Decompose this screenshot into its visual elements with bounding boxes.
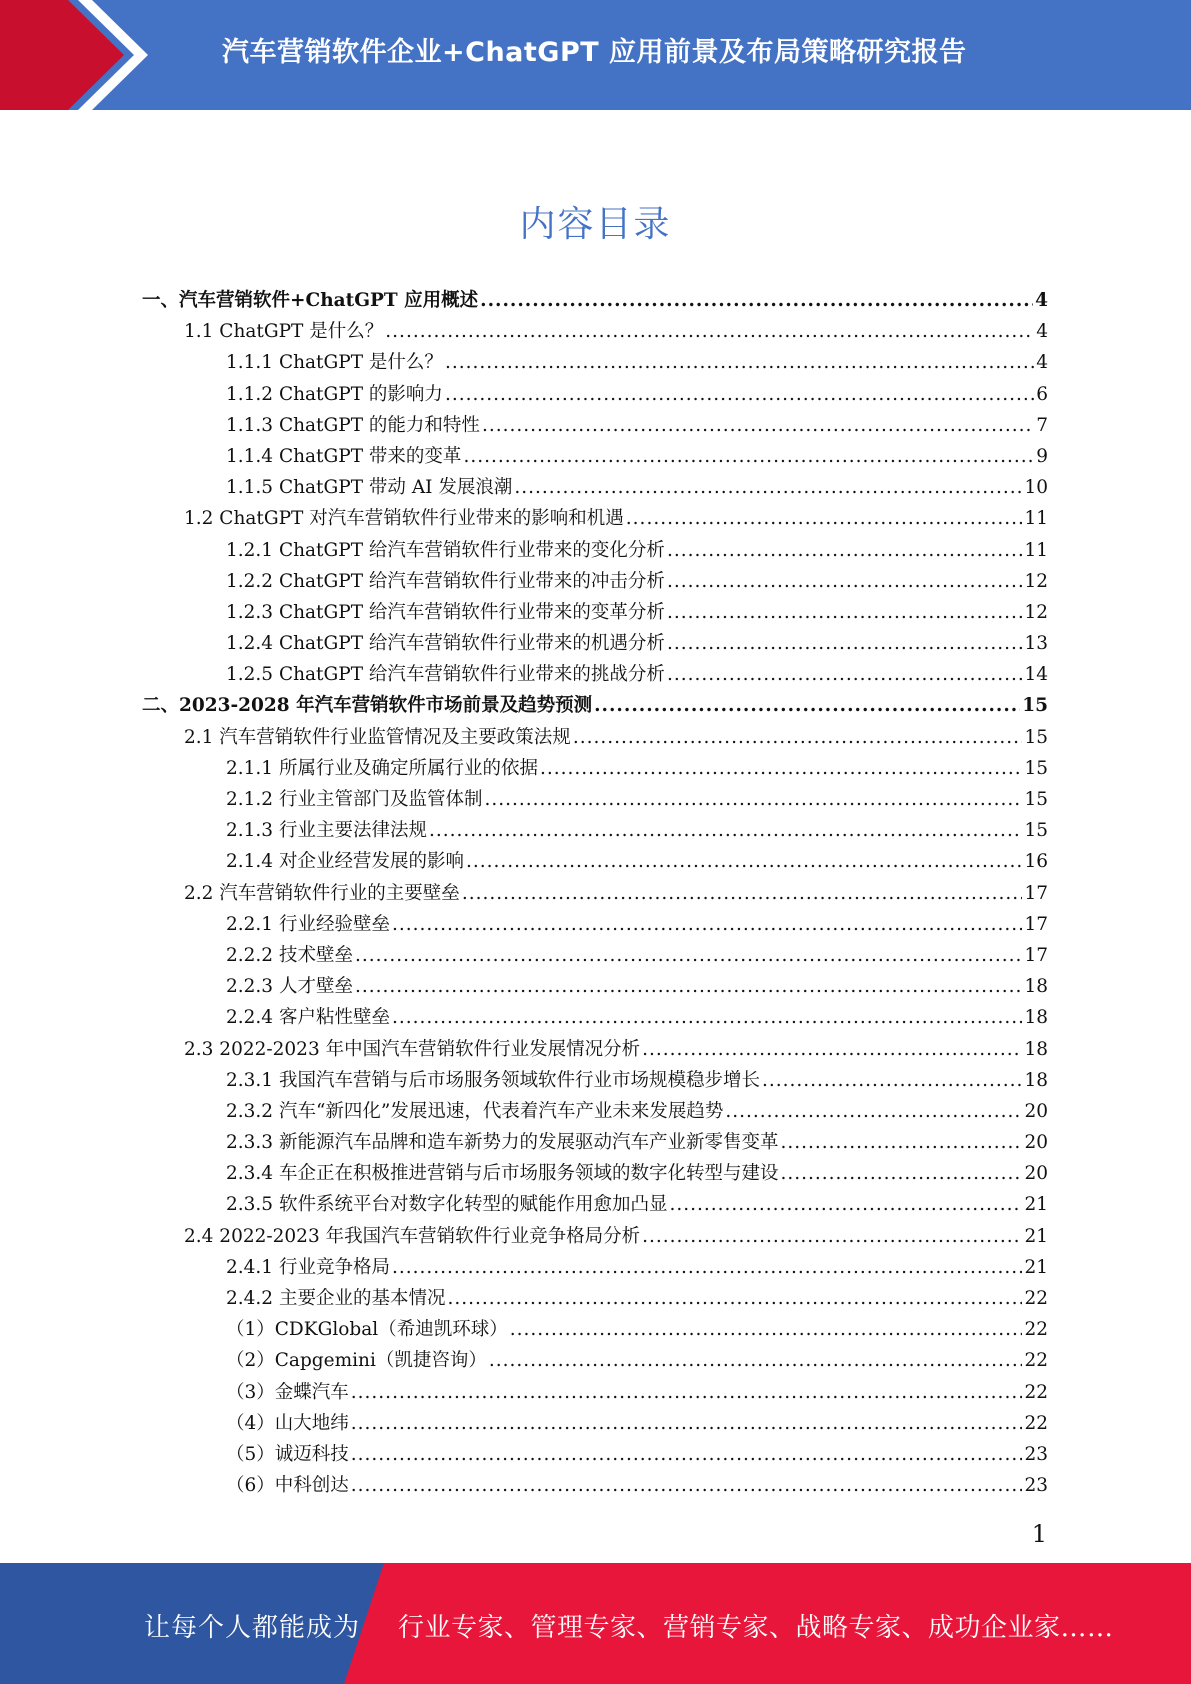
toc-entry-title: 1.1.3 ChatGPT 的能力和特性 [226, 414, 480, 436]
toc-dot-leader [462, 878, 1023, 909]
toc-entry[interactable] [142, 784, 1048, 815]
toc-entry[interactable] [142, 753, 1048, 784]
toc-entry-page: 12 [1024, 601, 1048, 623]
toc-entry[interactable] [142, 940, 1048, 971]
toc-entry-title: 2.4 2022-2023 年我国汽车营销软件行业竞争格局分析 [184, 1225, 641, 1247]
toc-dot-leader [510, 1314, 1023, 1345]
toc-dot-leader [669, 1189, 1022, 1220]
toc-entry[interactable] [142, 1408, 1048, 1439]
toc-entry-title: 1.2.3 ChatGPT 给汽车营销软件行业带来的变革分析 [226, 601, 665, 623]
toc-dot-leader [355, 971, 1023, 1002]
toc-entry[interactable] [142, 1127, 1048, 1158]
toc-entry-title: 二、2023-2028 年汽车营销软件市场前景及趋势预测 [142, 695, 593, 717]
toc-dot-leader [447, 1283, 1022, 1314]
toc-entry-page: 21 [1024, 1194, 1048, 1216]
toc-entry-page: 15 [1024, 820, 1048, 842]
toc-entry-page: 18 [1024, 976, 1048, 998]
toc-entry[interactable] [142, 1158, 1048, 1189]
toc-entry-page: 20 [1024, 1132, 1048, 1154]
toc-dot-leader [667, 535, 1023, 566]
footer-banner [0, 1563, 1191, 1684]
toc-entry-title: （2）Capgemini（凯捷咨询） [226, 1350, 487, 1372]
toc-entry-page: 15 [1022, 695, 1048, 717]
toc-entry[interactable] [142, 1096, 1048, 1127]
toc-dot-leader [351, 1439, 1023, 1470]
toc-entry-page: 17 [1024, 913, 1048, 935]
toc-entry[interactable] [142, 316, 1048, 347]
toc-entry-page: 17 [1024, 882, 1048, 904]
toc-entry[interactable] [142, 1221, 1048, 1252]
toc-dot-leader [466, 846, 1022, 877]
toc-entry-page: 15 [1024, 757, 1048, 779]
toc-dot-leader [445, 347, 1034, 378]
toc-entry-page: 18 [1024, 1007, 1048, 1029]
toc-dot-leader [351, 1408, 1023, 1439]
toc-entry-title: （6）中科创达 [226, 1475, 349, 1497]
toc-entry-title: 2.3.1 我国汽车营销与后市场服务领域软件行业市场规模稳步增长 [226, 1069, 760, 1091]
toc-dot-leader [642, 1221, 1022, 1252]
toc-entry-title: 2.4.1 行业竞争格局 [226, 1256, 390, 1278]
toc-entry-title: 2.1.1 所属行业及确定所属行业的依据 [226, 757, 538, 779]
toc-entry[interactable] [142, 846, 1048, 877]
toc-dot-leader [392, 909, 1022, 940]
toc-entry-page: 4 [1036, 321, 1048, 343]
toc-entry[interactable] [142, 597, 1048, 628]
toc-entry-title: 2.2.2 技术壁垒 [226, 944, 353, 966]
toc-dot-leader [392, 1002, 1022, 1033]
toc-entry-title: 2.2.4 客户粘性壁垒 [226, 1007, 390, 1029]
page-number: 1 [1031, 1520, 1047, 1548]
toc-entry[interactable] [142, 1439, 1048, 1470]
toc-dot-leader [762, 1065, 1022, 1096]
toc-entry-page: 22 [1024, 1381, 1048, 1403]
footer-slogan-left: 让每个人都能成为 [144, 1613, 361, 1643]
table-of-contents [142, 285, 1048, 1501]
toc-entry-title: 1.1.5 ChatGPT 带动 AI 发展浪潮 [226, 477, 513, 499]
toc-heading: 内容目录 [519, 204, 672, 245]
toc-entry-title: 2.2.1 行业经验壁垒 [226, 913, 390, 935]
toc-entry[interactable] [142, 1345, 1048, 1376]
toc-dot-leader [463, 441, 1034, 472]
toc-dot-leader [355, 940, 1023, 971]
toc-entry-title: 2.3.5 软件系统平台对数字化转型的赋能作用愈加凸显 [226, 1194, 668, 1216]
toc-entry-title: 1.2 ChatGPT 对汽车营销软件行业带来的影响和机遇 [184, 508, 624, 530]
toc-entry-page: 22 [1024, 1319, 1048, 1341]
toc-dot-leader [667, 597, 1023, 628]
footer-slogan-right: 行业专家、管理专家、营销专家、战略专家、成功企业家…… [398, 1613, 1114, 1643]
toc-dot-leader [725, 1096, 1022, 1127]
toc-entry[interactable] [142, 566, 1048, 597]
toc-entry[interactable] [142, 472, 1048, 503]
toc-entry[interactable] [142, 1065, 1048, 1096]
toc-entry[interactable] [142, 410, 1048, 441]
toc-entry-title: 2.1 汽车营销软件行业监管情况及主要政策法规 [184, 726, 571, 748]
toc-entry-title: 2.3.2 汽车“新四化”发展迅速，代表着汽车产业未来发展趋势 [226, 1100, 724, 1122]
toc-entry[interactable] [142, 285, 1048, 316]
toc-entry[interactable] [142, 628, 1048, 659]
toc-entry-page: 16 [1024, 851, 1048, 873]
toc-dot-leader [667, 628, 1023, 659]
toc-entry-title: 2.1.2 行业主管部门及监管体制 [226, 789, 483, 810]
toc-entry-title: 1.1.1 ChatGPT 是什么？ [226, 352, 443, 374]
toc-entry-page: 22 [1024, 1412, 1048, 1434]
toc-entry[interactable] [142, 503, 1048, 534]
toc-entry[interactable] [142, 690, 1048, 721]
toc-entry-title: 1.2.1 ChatGPT 给汽车营销软件行业带来的变化分析 [226, 539, 665, 561]
toc-entry-page: 9 [1036, 445, 1048, 467]
toc-entry-title: 2.3 2022-2023 年中国汽车营销软件行业发展情况分析 [184, 1038, 641, 1060]
toc-entry-page: 17 [1024, 944, 1048, 966]
toc-entry-page: 20 [1024, 1163, 1048, 1185]
toc-entry-page: 11 [1024, 539, 1048, 561]
toc-entry-page: 4 [1035, 290, 1048, 311]
toc-entry-page: 4 [1036, 352, 1048, 374]
header-banner [0, 0, 1191, 110]
toc-dot-leader [484, 784, 1022, 815]
toc-entry-page: 15 [1024, 789, 1048, 810]
toc-entry-page: 11 [1024, 508, 1048, 530]
toc-entry-page: 21 [1024, 1225, 1048, 1247]
toc-entry-page: 6 [1036, 383, 1048, 405]
toc-dot-leader [667, 566, 1023, 597]
toc-entry[interactable] [142, 1034, 1048, 1065]
toc-entry[interactable] [142, 1314, 1048, 1345]
toc-entry-title: 2.4.2 主要企业的基本情况 [226, 1288, 446, 1309]
toc-entry-title: 一、汽车营销软件+ChatGPT 应用概述 [142, 290, 479, 311]
toc-entry[interactable] [142, 1283, 1048, 1314]
toc-dot-leader [642, 1034, 1022, 1065]
toc-dot-leader [482, 410, 1034, 441]
toc-dot-leader [351, 1470, 1023, 1501]
toc-entry[interactable] [142, 1377, 1048, 1408]
toc-entry-title: 2.2.3 人才壁垒 [226, 976, 353, 998]
toc-dot-leader [780, 1158, 1022, 1189]
toc-dot-leader [514, 472, 1022, 503]
toc-entry-title: （1）CDKGlobal（希迪凯环球） [226, 1319, 508, 1341]
toc-entry[interactable] [142, 971, 1048, 1002]
toc-dot-leader [540, 753, 1022, 784]
toc-entry-title: 2.2 汽车营销软件行业的主要壁垒 [184, 882, 460, 904]
toc-dot-leader [594, 690, 1020, 721]
toc-entry-page: 10 [1024, 477, 1048, 499]
toc-entry-title: （3）金蝶汽车 [226, 1381, 349, 1403]
toc-dot-leader [445, 379, 1034, 410]
toc-entry-title: 1.2.2 ChatGPT 给汽车营销软件行业带来的冲击分析 [226, 570, 665, 592]
toc-dot-leader [480, 285, 1033, 316]
toc-dot-leader [351, 1377, 1023, 1408]
toc-entry[interactable] [142, 909, 1048, 940]
toc-entry[interactable] [142, 1189, 1048, 1220]
toc-entry-page: 7 [1036, 414, 1048, 436]
toc-entry-page: 18 [1024, 1069, 1048, 1091]
toc-dot-leader [780, 1127, 1022, 1158]
toc-entry-page: 22 [1024, 1288, 1048, 1309]
toc-entry-page: 14 [1024, 664, 1048, 686]
toc-entry-page: 12 [1024, 570, 1048, 592]
toc-entry[interactable] [142, 722, 1048, 753]
toc-entry-title: 2.3.3 新能源汽车品牌和造车新势力的发展驱动汽车产业新零售变革 [226, 1132, 779, 1154]
toc-entry[interactable] [142, 878, 1048, 909]
toc-dot-leader [626, 503, 1023, 534]
toc-entry-title: 1.1 ChatGPT 是什么？ [184, 321, 384, 343]
toc-entry-page: 21 [1024, 1256, 1048, 1278]
toc-dot-leader [385, 316, 1034, 347]
toc-entry-title: （4）山大地纬 [226, 1412, 349, 1434]
toc-entry[interactable] [142, 347, 1048, 378]
toc-entry-page: 23 [1024, 1443, 1048, 1465]
toc-entry-title: 2.1.3 行业主要法律法规 [226, 820, 427, 842]
toc-entry-title: 1.1.2 ChatGPT 的影响力 [226, 383, 443, 405]
toc-entry[interactable] [142, 379, 1048, 410]
toc-entry-title: 1.2.5 ChatGPT 给汽车营销软件行业带来的挑战分析 [226, 664, 665, 686]
toc-entry[interactable] [142, 1002, 1048, 1033]
toc-entry[interactable] [142, 659, 1048, 690]
toc-entry-page: 13 [1024, 633, 1048, 655]
toc-entry-title: 2.1.4 对企业经营发展的影响 [226, 851, 464, 873]
header-arrow-decoration [0, 0, 160, 110]
toc-entry-page: 20 [1024, 1100, 1048, 1122]
toc-dot-leader [667, 659, 1023, 690]
toc-entry[interactable] [142, 1470, 1048, 1501]
toc-entry-page: 18 [1024, 1038, 1048, 1060]
toc-entry[interactable] [142, 1252, 1048, 1283]
toc-entry-page: 15 [1024, 726, 1048, 748]
toc-entry-page: 23 [1024, 1475, 1048, 1497]
toc-entry[interactable] [142, 441, 1048, 472]
toc-entry-title: 1.1.4 ChatGPT 带来的变革 [226, 445, 462, 467]
report-title: 汽车营销软件企业+ChatGPT 应用前景及布局策略研究报告 [222, 37, 967, 68]
toc-entry-title: 2.3.4 车企正在积极推进营销与后市场服务领域的数字化转型与建设 [226, 1163, 779, 1185]
toc-dot-leader [392, 1252, 1022, 1283]
toc-entry-title: （5）诚迈科技 [226, 1443, 349, 1465]
toc-dot-leader [573, 722, 1023, 753]
toc-entry[interactable] [142, 815, 1048, 846]
toc-entry[interactable] [142, 535, 1048, 566]
toc-dot-leader [489, 1345, 1023, 1376]
toc-entry-title: 1.2.4 ChatGPT 给汽车营销软件行业带来的机遇分析 [226, 633, 665, 655]
toc-entry-page: 22 [1024, 1350, 1048, 1372]
toc-dot-leader [429, 815, 1022, 846]
